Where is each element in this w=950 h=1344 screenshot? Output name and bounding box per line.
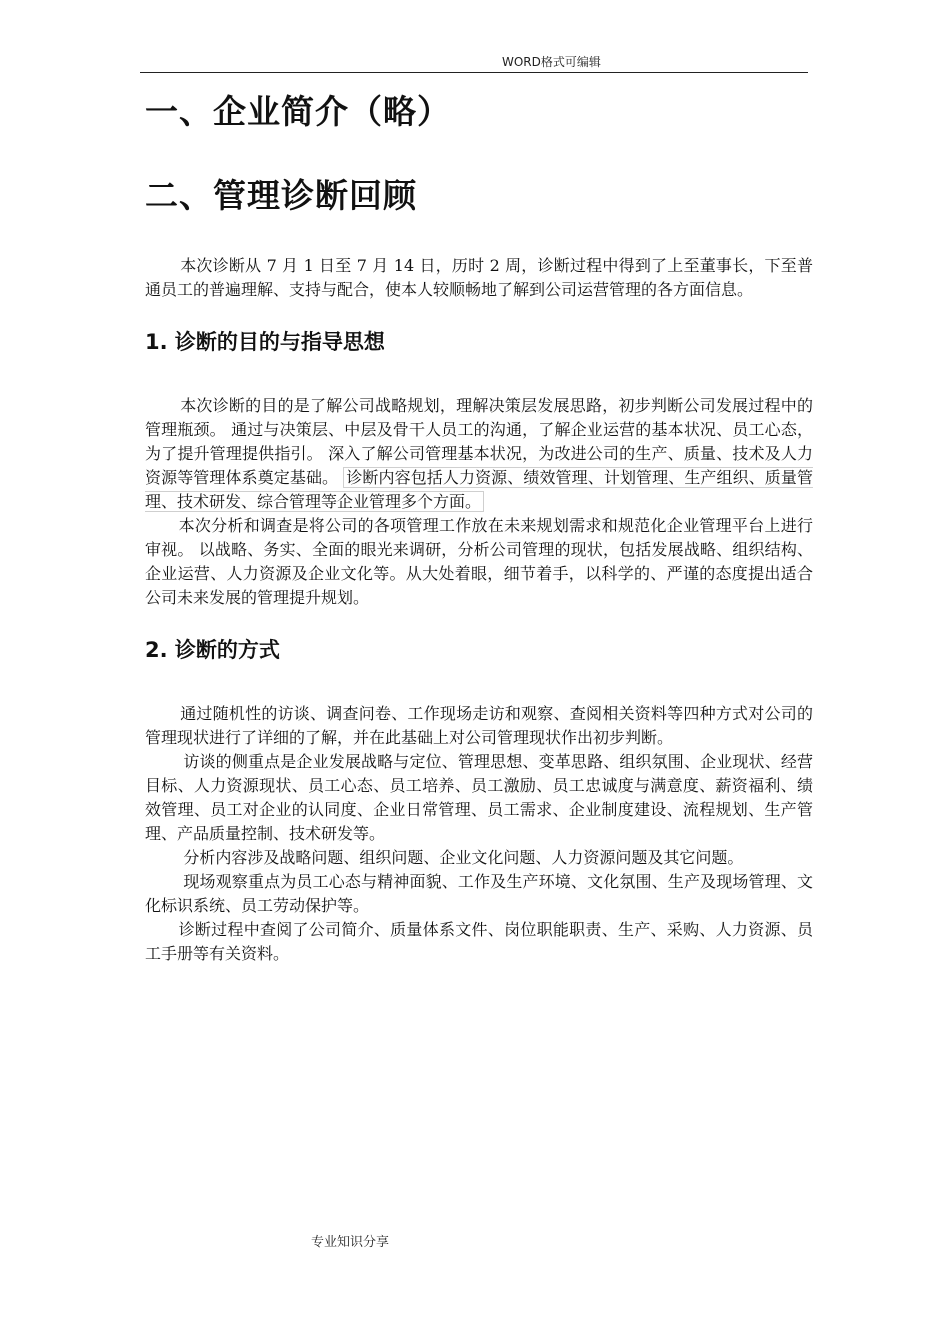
page-footer: 专业知识分享	[311, 1235, 390, 1250]
paragraph-method-5: 诊断过程中查阅了公司简介、质量体系文件、岗位职能职责、生产、采购、人力资源、员工手册等有关资料。	[145, 920, 813, 963]
paragraph-method-2: 访谈的侧重点是企业发展战略与定位、管理思想、变革思路、组织氛围、企业现状、经营目标、人力资源现状、员工心态、员工培养、员工激励、员工忠诚度与满意度、薪资福利、绩效管理、员工对企业的认同度、企业日常管理、员工需求、企业制度建设、流程规划、生产管理、产品质量控制、技术研发等。	[145, 752, 813, 843]
heading-diagnosis-purpose: 1. 诊断的目的与指导思想	[145, 330, 385, 354]
paragraph-purpose-1	[145, 394, 813, 514]
header-text: WORD格式可编辑	[502, 55, 601, 69]
page-header	[140, 54, 808, 73]
paragraph-purpose-2: 本次分析和调查是将公司的各项管理工作放在未来规划需求和规范化企业管理平台上进行审视。 以战略、务实、全面的眼光来调研，分析公司管理的现状，包括发展战略、组织结构、企业运营、人力资源及企业文化等。从大处着眼，细节着手，以科学的、严谨的态度提出适合公司未来发展的管理提升规划。	[145, 516, 813, 607]
paragraph-intro: 本次诊断从 7 月 1 日至 7 月 14 日，历时 2 周，诊断过程中得到了上至董事长，下至普通员工的普遍理解、支持与配合，使本人较顺畅地了解到公司运营管理的各方面信息。	[145, 256, 813, 299]
purpose-text-b-boxed: 诊断内容包括人力资源、绩效管理、计划管理、生产组织、质量管理、技术研发、综合管理等企业管理多个方面。	[145, 468, 813, 511]
heading-company-profile: 一、企业简介（略）	[145, 92, 451, 131]
document-body	[145, 92, 813, 966]
paragraph-method-1: 通过随机性的访谈、调查问卷、工作现场走访和观察、查阅相关资料等四种方式对公司的管理现状进行了详细的了解，并在此基础上对公司管理现状作出初步判断。	[145, 704, 813, 747]
purpose-text-a: 本次诊断的目的是了解公司战略规划，理解决策层发展思路，初步判断公司发展过程中的管理瓶颈。 通过与决策层、中层及骨干人员工的沟通，了解企业运营的基本状况、员工心态，为了提升管理提供指引。 深入了解公司管理基本状况，为改进公司的生产、质量、技术及人力资源等管理体系奠定基础。	[145, 396, 813, 487]
heading-diagnosis-method: 2. 诊断的方式	[145, 638, 280, 662]
heading-management-review: 二、管理诊断回顾	[145, 176, 417, 215]
paragraph-method-4: 现场观察重点为员工心态与精神面貌、工作及生产环境、文化氛围、生产及现场管理、文化标识系统、员工劳动保护等。	[145, 872, 813, 915]
paragraph-method-3: 分析内容涉及战略问题、组织问题、企业文化问题、人力资源问题及其它问题。	[183, 848, 744, 867]
